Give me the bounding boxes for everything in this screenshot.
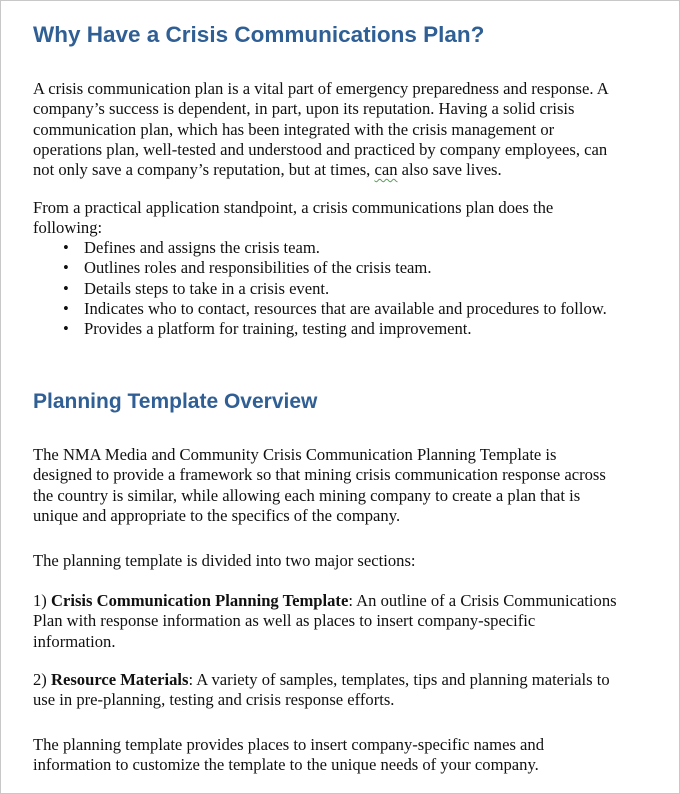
section-item-2 [33, 670, 610, 711]
text-line: The planning template is divided into two major sections: [33, 551, 416, 570]
heading-template-overview: Planning Template Overview [33, 390, 318, 413]
text-line: information to customize the template to the unique needs of your company. [33, 755, 539, 775]
list-item-text: Details steps to take in a crisis event. [84, 278, 330, 298]
item-description: : A variety of samples, templates, tips and planning materials to [188, 670, 610, 689]
text-line: The planning template provides places to insert company-specific names and [33, 735, 545, 754]
text-line [33, 160, 609, 180]
list-item [63, 319, 607, 339]
text-line: use in pre-planning, testing and crisis response efforts. [33, 690, 395, 710]
list-item [63, 299, 607, 319]
list-item [63, 258, 607, 278]
text-line [33, 670, 610, 690]
list-item-text: Provides a platform for training, testing and improvement. [84, 319, 472, 339]
bullet-icon: • [63, 258, 69, 278]
text-line: the country is similar, while allowing each mining company to create a plan that is [33, 485, 581, 505]
text-line: company’s success is dependent, in part, upon its reputation. Having a solid crisis [33, 99, 575, 119]
bullet-icon: • [63, 238, 69, 257]
spellcheck-flagged-word: can [374, 160, 398, 180]
bullet-icon: • [63, 298, 69, 318]
item-number: 1) [33, 591, 51, 610]
text-line: The NMA Media and Community Crisis Communication Planning Template is [33, 445, 557, 464]
list-item [63, 279, 607, 299]
heading-why-crisis-plan: Why Have a Crisis Communications Plan? [33, 22, 485, 47]
list-item-text: Outlines roles and responsibilities of the crisis team. [84, 258, 432, 278]
text-line: Plan with response information as well as places to insert company-specific [33, 611, 536, 631]
text-line: unique and appropriate to the specifics of the company. [33, 505, 401, 525]
text-fragment: not only save a company’s reputation, but at times, [33, 160, 375, 180]
bullet-list [63, 238, 607, 339]
text-line: communication plan, which has been integrated with the crisis management or [33, 119, 555, 139]
list-item-text: Defines and assigns the crisis team. [84, 238, 320, 257]
item-title: Resource Materials [50, 670, 189, 689]
text-line: From a practical application standpoint, a crisis communications plan does the [33, 198, 554, 217]
text-line: operations plan, well-tested and understood and practiced by company employees, can [33, 139, 608, 159]
item-number: 2) [33, 670, 51, 689]
item-description: : An outline of a Crisis Communications [348, 591, 617, 610]
bullet-icon: • [63, 278, 69, 298]
text-line: information. [33, 631, 116, 651]
paragraph-closing [33, 735, 544, 776]
paragraph-template-description [33, 445, 606, 526]
paragraph-intro [33, 79, 609, 180]
bullet-icon: • [63, 319, 69, 339]
text-line: following: [33, 218, 103, 238]
text-line: A crisis communication plan is a vital part of emergency preparedness and response. A [33, 79, 609, 98]
list-item [63, 238, 607, 258]
item-title: Crisis Communication Planning Template [50, 591, 349, 610]
text-line: designed to provide a framework so that mining crisis communication response across [33, 465, 606, 485]
paragraph-application [33, 198, 553, 239]
text-line [33, 591, 617, 611]
section-item-1 [33, 591, 617, 652]
text-fragment: also save lives. [397, 160, 502, 180]
list-item-text: Indicates who to contact, resources that are available and procedures to follow. [84, 298, 607, 318]
paragraph-sections-intro [33, 551, 416, 571]
